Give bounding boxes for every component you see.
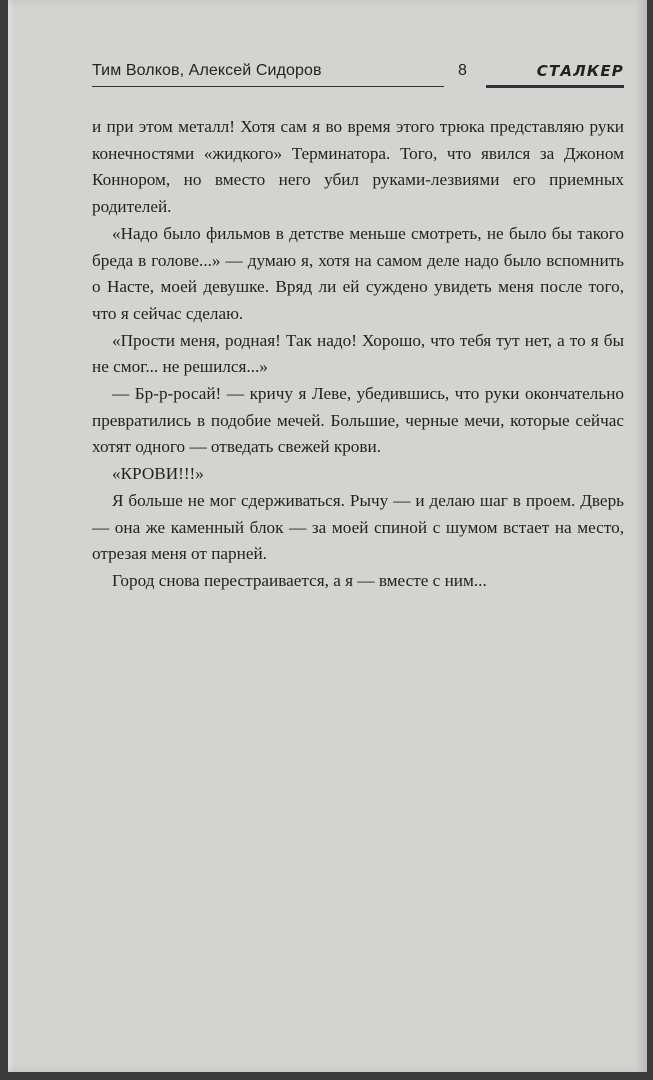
- page-number: 8: [458, 62, 467, 79]
- paragraph: «КРОВИ!!!»: [112, 464, 204, 484]
- header-author: Тим Волков, Алексей Сидоров: [92, 62, 322, 79]
- paragraph: и при этом металл! Хотя сам я во время этого трюка представляю руки конечностями «жидкого» Терминатора. Того, что явился за Джоном Коннором, но вместо него убил руками-лезвиями его приемных родителей.: [92, 117, 624, 217]
- body-text: [92, 114, 624, 595]
- paragraph: — Бр-р-росай! — кричу я Леве, убедившись, что руки окончательно превратились в подобие мечей. Большие, черные мечи, которые сейчас хотят одного — отведать свежей крови.: [92, 384, 624, 457]
- header-rule-right: [486, 85, 624, 88]
- book-page: [8, 0, 647, 1072]
- paragraph: Город снова перестраивается, а я — вместе с ним...: [112, 570, 487, 590]
- paragraph: «Надо было фильмов в детстве меньше смотреть, не было бы такого бреда в голове...» — думаю я, хотя на самом деле надо было вспомнить о Насте, моей девушке. Вряд ли ей суждено увидеть меня после того, что я сейчас сделаю.: [92, 223, 624, 323]
- paragraph: Я больше не мог сдерживаться. Рычу — и делаю шаг в проем. Дверь — она же каменный блок — за моей спиной с шумом встает на место, отрезая меня от парней.: [92, 490, 624, 564]
- paragraph: «Прости меня, родная! Так надо! Хорошо, что тебя тут нет, а то я бы не смог... не решился...»: [92, 330, 624, 377]
- header-series-title: СТАЛКЕР: [536, 62, 624, 80]
- running-header: [92, 62, 624, 96]
- header-rule-left: [92, 86, 444, 87]
